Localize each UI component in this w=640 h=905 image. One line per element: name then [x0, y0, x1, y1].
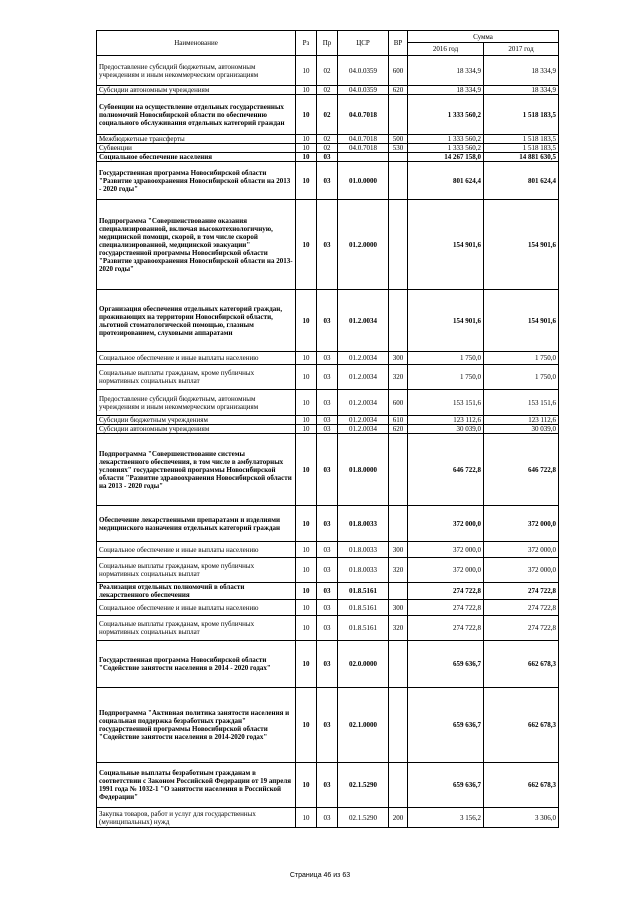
row-sum-2017-cell: 14 881 630,5 [484, 153, 559, 162]
table-row [97, 56, 559, 86]
row-name-cell: Социальные выплаты гражданам, кроме публичных нормативных социальных выплат [97, 365, 296, 390]
row-csr-cell: 01.8.0033 [338, 558, 389, 583]
row-name-cell: Субсидии автономным учреждениям [97, 86, 296, 95]
row-vr-cell [389, 506, 408, 542]
row-name-cell: Предоставление субсидий бюджетным, автономным учреждениям и иным некоммерческим организациям [97, 56, 296, 86]
row-pr-cell: 03 [317, 688, 338, 763]
row-vr-cell [389, 763, 408, 808]
row-pr-cell: 03 [317, 425, 338, 434]
row-vr-cell: 320 [389, 365, 408, 390]
row-sum-2017-cell: 646 722,8 [484, 434, 559, 506]
row-sum-2016-cell: 1 333 560,2 [408, 144, 484, 153]
row-rz-cell: 10 [296, 542, 317, 558]
row-rz-cell: 10 [296, 434, 317, 506]
row-sum-2017-cell: 662 678,3 [484, 641, 559, 688]
table-row [97, 153, 559, 162]
budget-table [96, 30, 559, 828]
table-row [97, 688, 559, 763]
row-pr-cell: 03 [317, 641, 338, 688]
row-rz-cell: 10 [296, 290, 317, 352]
row-pr-cell: 03 [317, 583, 338, 600]
table-row [97, 763, 559, 808]
table-body [97, 56, 559, 828]
table-row [97, 600, 559, 616]
row-name-cell: Социальное обеспечение и иные выплаты населению [97, 352, 296, 365]
row-rz-cell: 10 [296, 153, 317, 162]
row-name-cell: Государственная программа Новосибирской области "Содействие занятости населения в 2014 - 2020 годах" [97, 641, 296, 688]
page-footer: Страница 46 из 63 [289, 872, 351, 879]
row-vr-cell: 200 [389, 808, 408, 828]
row-vr-cell: 610 [389, 416, 408, 425]
row-csr-cell: 02.1.5290 [338, 763, 389, 808]
row-vr-cell: 500 [389, 135, 408, 144]
row-pr-cell: 03 [317, 365, 338, 390]
row-csr-cell: 04.0.7018 [338, 135, 389, 144]
row-sum-2017-cell: 274 722,8 [484, 600, 559, 616]
row-rz-cell: 10 [296, 583, 317, 600]
row-vr-cell [389, 200, 408, 290]
row-pr-cell: 03 [317, 506, 338, 542]
row-rz-cell: 10 [296, 352, 317, 365]
row-pr-cell: 03 [317, 390, 338, 416]
col-header-csr: ЦСР [338, 31, 389, 56]
row-name-cell: Закупка товаров, работ и услуг для государственных (муниципальных) нужд [97, 808, 296, 828]
row-sum-2016-cell: 659 636,7 [408, 688, 484, 763]
col-header-name: Наименование [97, 31, 296, 56]
row-sum-2017-cell: 801 624,4 [484, 162, 559, 200]
table-row [97, 506, 559, 542]
row-csr-cell: 01.8.0033 [338, 542, 389, 558]
row-csr-cell: 01.2.0000 [338, 200, 389, 290]
row-sum-2016-cell: 372 000,0 [408, 542, 484, 558]
row-csr-cell: 01.0.0000 [338, 162, 389, 200]
row-sum-2017-cell: 1 518 183,5 [484, 135, 559, 144]
row-csr-cell: 01.8.5161 [338, 583, 389, 600]
table-row [97, 162, 559, 200]
row-name-cell: Социальное обеспечение и иные выплаты населению [97, 600, 296, 616]
row-sum-2017-cell: 153 151,6 [484, 390, 559, 416]
row-sum-2017-cell: 1 518 183,5 [484, 144, 559, 153]
row-sum-2016-cell: 646 722,8 [408, 434, 484, 506]
table-row [97, 352, 559, 365]
row-csr-cell: 01.2.0034 [338, 425, 389, 434]
row-pr-cell: 03 [317, 616, 338, 641]
row-vr-cell: 320 [389, 616, 408, 641]
col-header-pr: Пр [317, 31, 338, 56]
row-sum-2016-cell: 274 722,8 [408, 583, 484, 600]
row-sum-2016-cell: 659 636,7 [408, 763, 484, 808]
row-vr-cell [389, 641, 408, 688]
row-vr-cell: 530 [389, 144, 408, 153]
row-vr-cell [389, 162, 408, 200]
row-sum-2016-cell: 154 901,6 [408, 200, 484, 290]
header-row [97, 31, 559, 43]
row-rz-cell: 10 [296, 425, 317, 434]
row-vr-cell: 620 [389, 425, 408, 434]
row-sum-2017-cell: 154 901,6 [484, 290, 559, 352]
row-sum-2016-cell: 274 722,8 [408, 600, 484, 616]
row-name-cell: Организация обеспечения отдельных категорий граждан, проживающих на территории Новосибирской области, льготной стоматологической помощью, глазным протезированием, слуховыми аппаратами [97, 290, 296, 352]
row-sum-2016-cell: 1 333 560,2 [408, 95, 484, 135]
row-rz-cell: 10 [296, 416, 317, 425]
table-row [97, 290, 559, 352]
row-pr-cell: 03 [317, 200, 338, 290]
row-name-cell: Реализация отдельных полномочий в области лекарственного обеспечения [97, 583, 296, 600]
row-rz-cell: 10 [296, 808, 317, 828]
row-csr-cell: 01.2.0034 [338, 352, 389, 365]
row-rz-cell: 10 [296, 506, 317, 542]
row-pr-cell: 02 [317, 56, 338, 86]
row-csr-cell: 01.2.0034 [338, 416, 389, 425]
row-csr-cell [338, 153, 389, 162]
row-name-cell: Предоставление субсидий бюджетным, автономным учреждениям и иным некоммерческим организациям [97, 390, 296, 416]
row-csr-cell: 01.8.5161 [338, 616, 389, 641]
table-row [97, 390, 559, 416]
row-name-cell: Подпрограмма "Активная политика занятости населения и социальная поддержка безработных граждан" государственной программы Новосибирской области "Содействие занятости населения в 2014-2020 годах" [97, 688, 296, 763]
row-sum-2016-cell: 18 334,9 [408, 86, 484, 95]
row-sum-2016-cell: 659 636,7 [408, 641, 484, 688]
col-header-2017: 2017 год [484, 43, 559, 56]
row-rz-cell: 10 [296, 616, 317, 641]
row-sum-2017-cell: 372 000,0 [484, 506, 559, 542]
row-sum-2017-cell: 274 722,8 [484, 583, 559, 600]
row-csr-cell: 01.8.5161 [338, 600, 389, 616]
row-sum-2016-cell: 153 151,6 [408, 390, 484, 416]
row-pr-cell: 03 [317, 434, 338, 506]
col-header-sum: Сумма [408, 31, 559, 43]
row-name-cell: Обеспечение лекарственными препаратами и изделиями медицинского назначения отдельных категорий граждан [97, 506, 296, 542]
row-csr-cell: 02.1.5290 [338, 808, 389, 828]
row-pr-cell: 03 [317, 162, 338, 200]
row-pr-cell: 03 [317, 763, 338, 808]
row-rz-cell: 10 [296, 600, 317, 616]
row-vr-cell [389, 583, 408, 600]
col-header-rz: Рз [296, 31, 317, 56]
row-pr-cell: 03 [317, 558, 338, 583]
row-sum-2016-cell: 123 112,6 [408, 416, 484, 425]
row-vr-cell: 600 [389, 390, 408, 416]
table-row [97, 808, 559, 828]
row-sum-2017-cell: 662 678,3 [484, 763, 559, 808]
table-row [97, 416, 559, 425]
row-pr-cell: 03 [317, 542, 338, 558]
row-sum-2016-cell: 18 334,9 [408, 56, 484, 86]
row-name-cell: Субсидии бюджетным учреждениям [97, 416, 296, 425]
row-csr-cell: 01.8.0033 [338, 506, 389, 542]
row-pr-cell: 03 [317, 808, 338, 828]
row-sum-2017-cell: 123 112,6 [484, 416, 559, 425]
row-sum-2017-cell: 662 678,3 [484, 688, 559, 763]
row-name-cell: Подпрограмма "Совершенствование оказания специализированной, включая высокотехнологичную, медицинской помощи, скорой, в том числе скорой специализированной, медицинской эвакуации" государственной программы Новосибирской области "Развитие здравоохранения Новосибирской области на 2013-2020 годы" [97, 200, 296, 290]
row-sum-2017-cell: 1 518 183,5 [484, 95, 559, 135]
row-vr-cell: 620 [389, 86, 408, 95]
row-pr-cell: 03 [317, 290, 338, 352]
row-rz-cell: 10 [296, 135, 317, 144]
row-name-cell: Социальные выплаты безработным гражданам в соответствии с Законом Российской Федерации от 19 апреля 1991 года № 1032-1 "О занятости населения в Российской Федерации" [97, 763, 296, 808]
row-sum-2017-cell: 1 750,0 [484, 365, 559, 390]
row-sum-2016-cell: 372 000,0 [408, 558, 484, 583]
row-rz-cell: 10 [296, 763, 317, 808]
row-pr-cell: 03 [317, 600, 338, 616]
row-pr-cell: 02 [317, 95, 338, 135]
row-name-cell: Социальное обеспечение и иные выплаты населению [97, 542, 296, 558]
row-sum-2016-cell: 1 333 560,2 [408, 135, 484, 144]
table-row [97, 558, 559, 583]
row-rz-cell: 10 [296, 56, 317, 86]
row-csr-cell: 04.0.0359 [338, 56, 389, 86]
row-sum-2016-cell: 1 750,0 [408, 352, 484, 365]
table-row [97, 434, 559, 506]
row-sum-2016-cell: 3 156,2 [408, 808, 484, 828]
row-name-cell: Социальные выплаты гражданам, кроме публичных нормативных социальных выплат [97, 616, 296, 641]
row-vr-cell: 600 [389, 56, 408, 86]
row-sum-2017-cell: 18 334,9 [484, 56, 559, 86]
row-name-cell: Государственная программа Новосибирской области "Развитие здравоохранения Новосибирской области на 2013 - 2020 годы" [97, 162, 296, 200]
row-name-cell: Социальные выплаты гражданам, кроме публичных нормативных социальных выплат [97, 558, 296, 583]
row-vr-cell [389, 434, 408, 506]
row-vr-cell [389, 95, 408, 135]
row-rz-cell: 10 [296, 558, 317, 583]
col-header-2016: 2016 год [408, 43, 484, 56]
row-name-cell: Субсидии автономным учреждениям [97, 425, 296, 434]
table-row [97, 365, 559, 390]
row-vr-cell: 320 [389, 558, 408, 583]
row-sum-2016-cell: 1 750,0 [408, 365, 484, 390]
row-csr-cell: 01.8.0000 [338, 434, 389, 506]
row-vr-cell [389, 153, 408, 162]
row-sum-2016-cell: 274 722,8 [408, 616, 484, 641]
row-csr-cell: 02.1.0000 [338, 688, 389, 763]
table-row [97, 616, 559, 641]
row-sum-2016-cell: 30 039,0 [408, 425, 484, 434]
row-rz-cell: 10 [296, 200, 317, 290]
row-vr-cell [389, 290, 408, 352]
row-name-cell: Субвенции на осуществление отдельных государственных полномочий Новосибирской области по обеспечению социального обслуживания отдельных категорий граждан [97, 95, 296, 135]
row-sum-2017-cell: 3 306,0 [484, 808, 559, 828]
row-csr-cell: 04.0.7018 [338, 144, 389, 153]
table-row [97, 135, 559, 144]
table-row [97, 542, 559, 558]
row-rz-cell: 10 [296, 86, 317, 95]
row-pr-cell: 03 [317, 153, 338, 162]
row-csr-cell: 04.0.0359 [338, 86, 389, 95]
row-rz-cell: 10 [296, 365, 317, 390]
row-csr-cell: 04.0.7018 [338, 95, 389, 135]
table-row [97, 425, 559, 434]
row-csr-cell: 01.2.0034 [338, 290, 389, 352]
table-row [97, 583, 559, 600]
row-sum-2017-cell: 1 750,0 [484, 352, 559, 365]
row-csr-cell: 01.2.0034 [338, 390, 389, 416]
row-rz-cell: 10 [296, 390, 317, 416]
row-csr-cell: 01.2.0034 [338, 365, 389, 390]
row-sum-2016-cell: 14 267 158,0 [408, 153, 484, 162]
row-pr-cell: 02 [317, 86, 338, 95]
row-pr-cell: 03 [317, 352, 338, 365]
row-sum-2017-cell: 154 901,6 [484, 200, 559, 290]
row-rz-cell: 10 [296, 641, 317, 688]
table-row [97, 200, 559, 290]
row-rz-cell: 10 [296, 144, 317, 153]
row-sum-2017-cell: 30 039,0 [484, 425, 559, 434]
row-sum-2016-cell: 154 901,6 [408, 290, 484, 352]
row-csr-cell: 02.0.0000 [338, 641, 389, 688]
row-vr-cell: 300 [389, 542, 408, 558]
row-name-cell: Подпрограмма "Совершенствование системы лекарственного обеспечения, в том числе в амбулаторных условиях" государственной программы Новосибирской области "Развитие здравоохранения Новосибирской области на 2013 - 2020 годы" [97, 434, 296, 506]
table-row [97, 641, 559, 688]
table-row [97, 95, 559, 135]
row-sum-2017-cell: 372 000,0 [484, 542, 559, 558]
row-vr-cell: 300 [389, 600, 408, 616]
row-rz-cell: 10 [296, 162, 317, 200]
row-name-cell: Социальное обеспечение населения [97, 153, 296, 162]
row-sum-2017-cell: 274 722,8 [484, 616, 559, 641]
row-name-cell: Межбюджетные трансферты [97, 135, 296, 144]
row-pr-cell: 02 [317, 144, 338, 153]
row-pr-cell: 02 [317, 135, 338, 144]
row-sum-2017-cell: 372 000,0 [484, 558, 559, 583]
table-row [97, 86, 559, 95]
row-name-cell: Субвенции [97, 144, 296, 153]
row-sum-2017-cell: 18 334,9 [484, 86, 559, 95]
row-rz-cell: 10 [296, 95, 317, 135]
table-row [97, 144, 559, 153]
row-sum-2016-cell: 801 624,4 [408, 162, 484, 200]
row-vr-cell [389, 688, 408, 763]
col-header-vr: ВР [389, 31, 408, 56]
row-pr-cell: 03 [317, 416, 338, 425]
row-rz-cell: 10 [296, 688, 317, 763]
row-vr-cell: 300 [389, 352, 408, 365]
row-sum-2016-cell: 372 000,0 [408, 506, 484, 542]
